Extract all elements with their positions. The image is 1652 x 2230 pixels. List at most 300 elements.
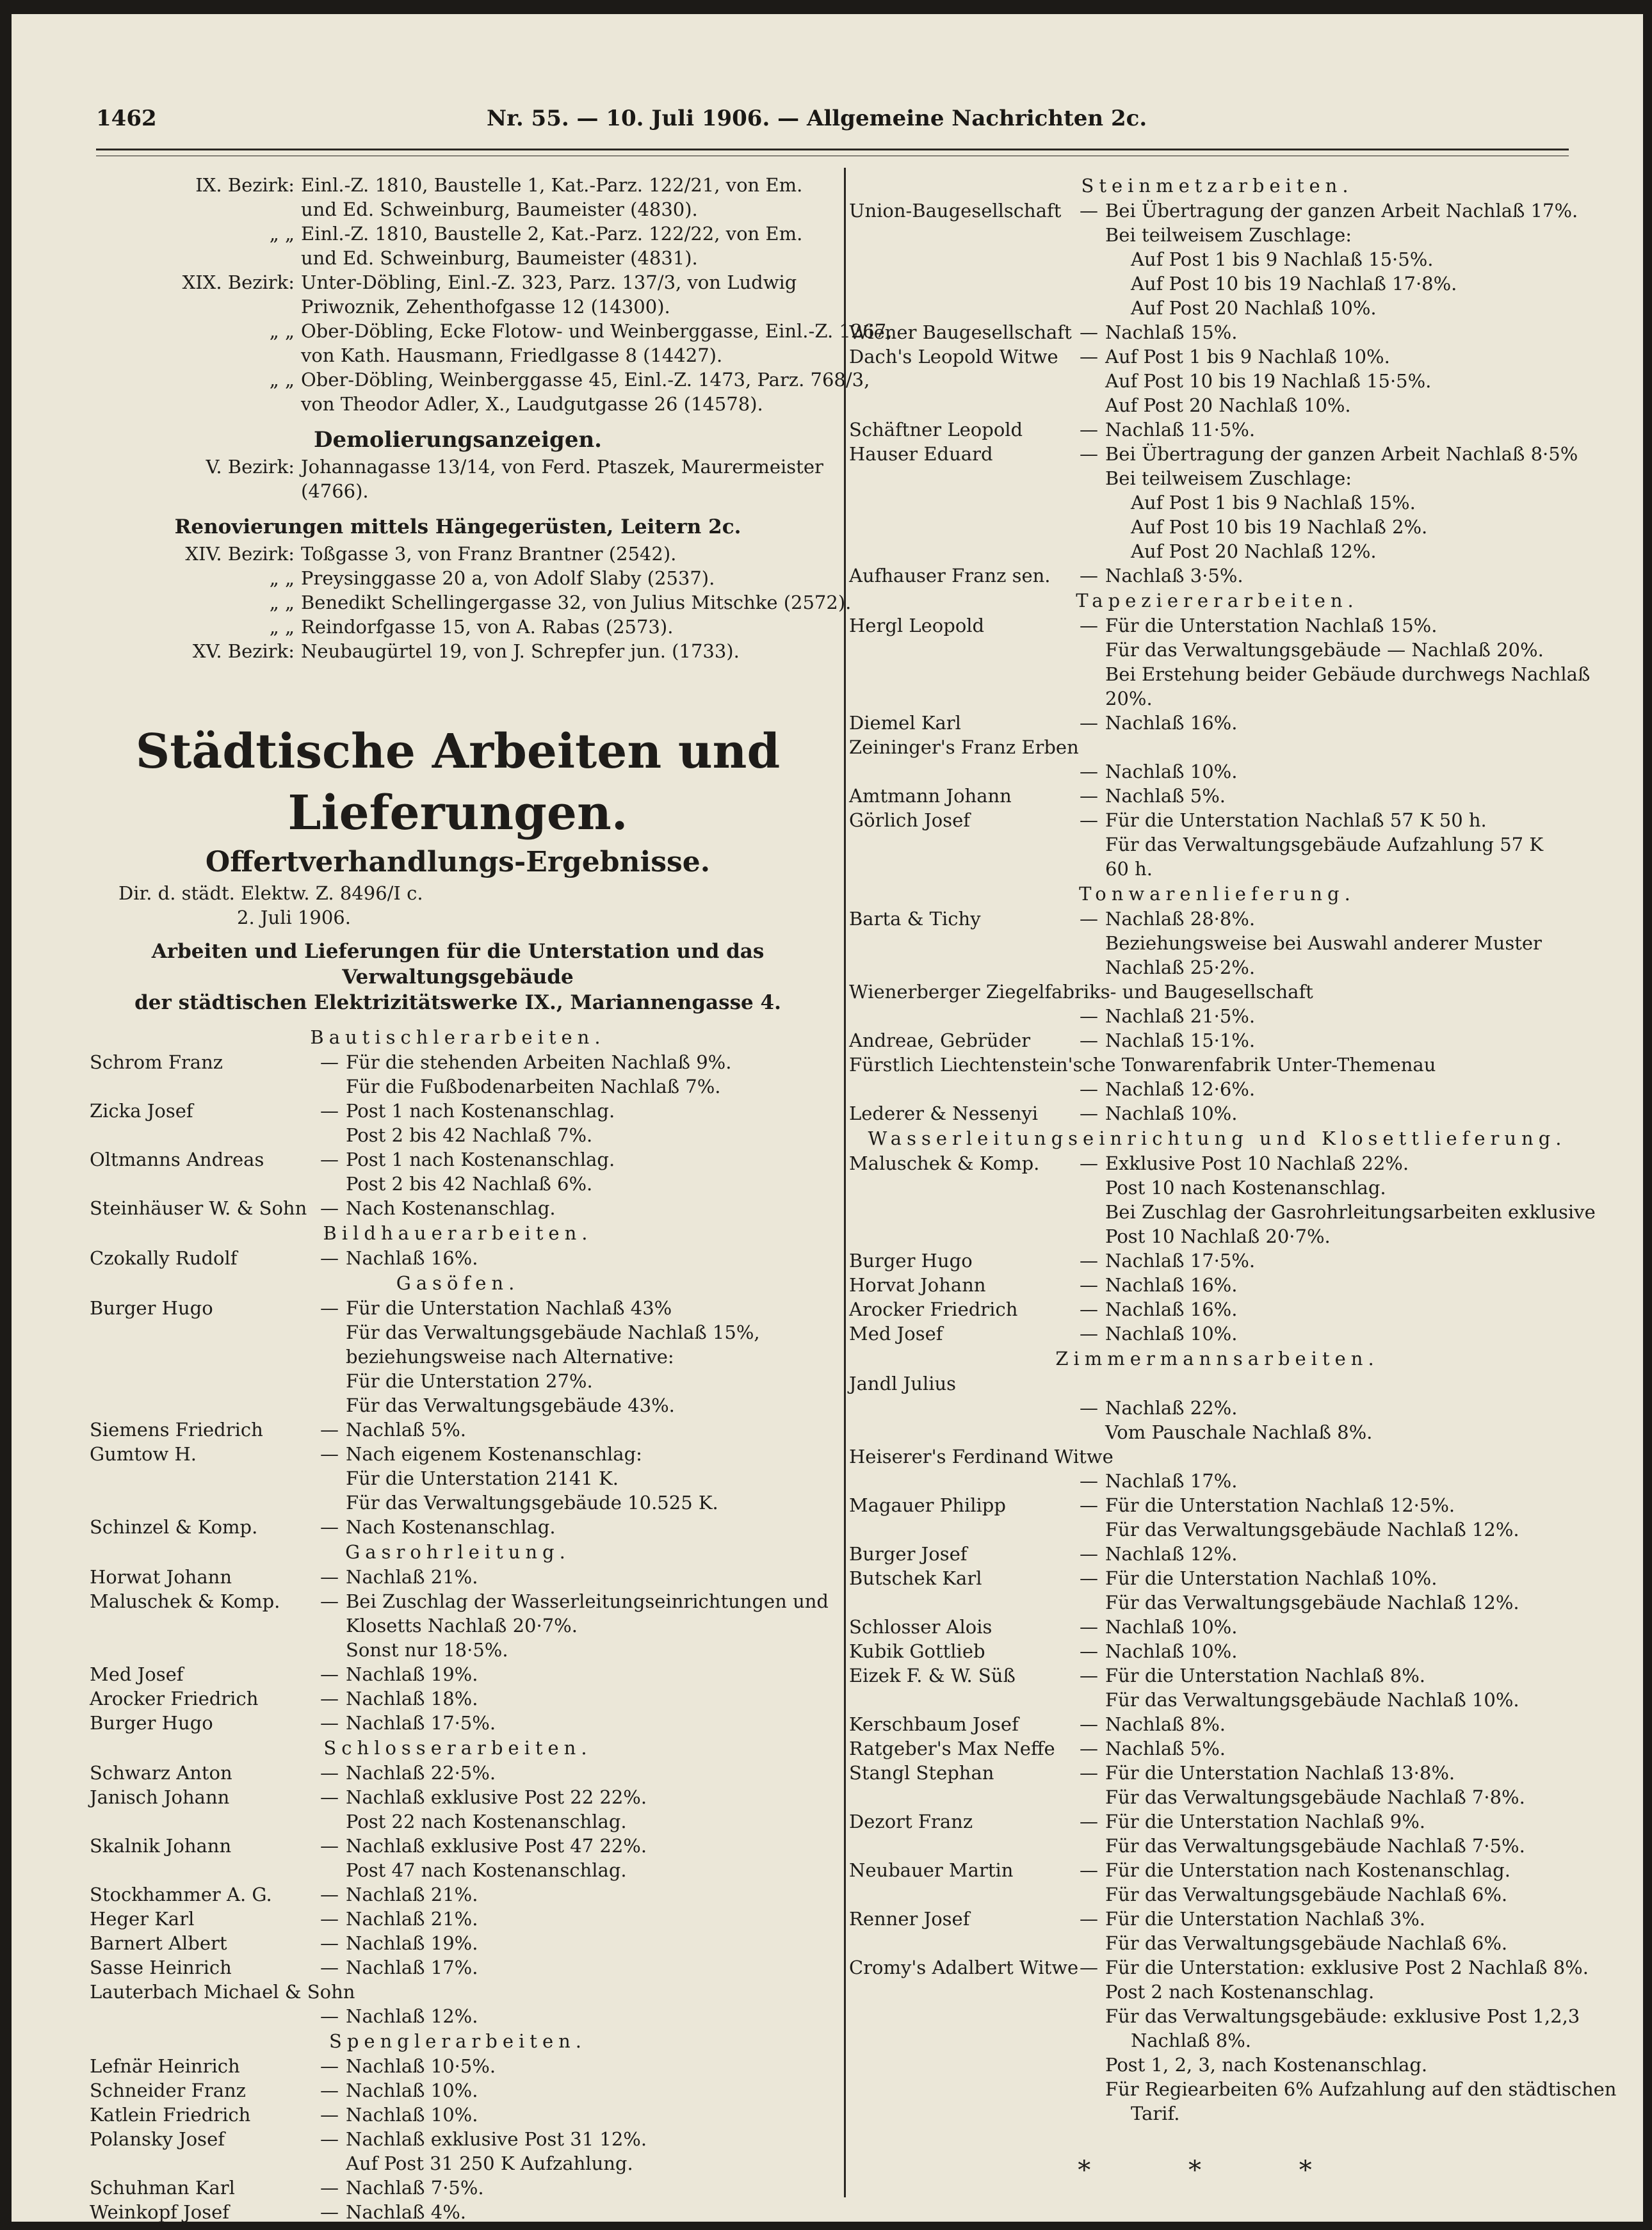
bid-result: Nachlaß 15·1%. [1105,1030,1256,1051]
bid-result: Nachlaß 5%. [1105,785,1226,807]
date-line: 2. Juli 1906. [237,907,351,928]
dash-separator: — [320,1762,339,1784]
bid-result-cont: Beziehungsweise bei Auswahl anderer Muster [1105,932,1542,954]
bid-result: Nachlaß 22·5%. [346,1762,496,1784]
dash-separator: — [1080,1859,1098,1881]
section-heading: Zimmermannsarbeiten. [1055,1348,1379,1370]
bid-result: Nachlaß 16%. [1105,712,1238,734]
bid-result: Für die stehenden Arbeiten Nachlaß 9%. [346,1051,732,1073]
offer-row [849,1955,1589,1980]
offer-row [849,344,1585,369]
bidder-name: Polansky Josef [90,2128,225,2150]
bid-result: Nachlaß 21%. [346,1908,478,1930]
sub-heading: Offertverhandlungs-Ergebnisse. [205,846,711,878]
bid-result: Post 1 nach Kostenanschlag. [346,1149,615,1170]
entry-text: von Kath. Hausmann, Friedlgasse 8 (14427). [301,344,723,366]
dash-separator: — [320,1149,339,1170]
spacer [90,930,826,939]
demolierung-entry [90,455,826,479]
spacer [90,663,826,721]
offer-row [849,1396,1585,1420]
dash-separator: — [1080,1298,1098,1320]
dash-separator: — [1080,1397,1098,1419]
bidder-name: Steinhäuser W. & Sohn [90,1197,307,1219]
bid-result-cont: Bei teilweisem Zuschlage: [1105,467,1352,489]
offer-row [849,808,1585,832]
offer-row [849,1321,1585,1346]
dash-separator: — [1080,1005,1098,1027]
offer-row [90,1589,829,1613]
section-heading: Wasserleitungseinrichtung und Klosettlieferung. [868,1127,1567,1149]
offer-row [849,784,1585,808]
bidder-name: Zicka Josef [90,1100,193,1122]
offer-row [90,1099,826,1123]
dash-separator: — [1080,200,1098,222]
bidder-name: Lefnär Heinrich [90,2055,240,2077]
bid-result-cont: Post 47 nach Kostenanschlag. [346,1859,627,1881]
bid-result: Nachlaß 12%. [346,2005,478,2027]
bezirk-label: XIV. Bezirk: [185,543,295,565]
dash-separator: — [320,1051,339,1073]
bid-result: Nachlaß 10%. [346,2080,478,2101]
offer-row [90,1418,826,1442]
demolierung-heading: Demolierungsanzeigen. [313,427,603,453]
bid-result-cont: Für das Verwaltungsgebäude Nachlaß 7·5%. [1105,1835,1525,1857]
offer-row [90,1834,826,1858]
bidder-name: Ratgeber's Max Neffe [849,1738,1055,1759]
offer-row [90,1147,826,1172]
entry-text: und Ed. Schweinburg, Baumeister (4830). [301,198,698,220]
bid-result: Nachlaß 17%. [346,1957,478,1978]
dash-separator: — [1080,1738,1098,1759]
bid-result: Nachlaß 21%. [346,1566,478,1588]
bidder-name: Horvat Johann [849,1274,986,1296]
bidder-name: Sasse Heinrich [90,1957,232,1978]
bid-result: Für die Unterstation Nachlaß 8%. [1105,1665,1425,1686]
bidder-name: Gumtow H. [90,1443,197,1465]
offer-row [849,417,1585,442]
offer-row [90,2054,826,2078]
bidder-name: Janisch Johann [90,1786,230,1808]
bidder-name: Andreae, Gebrüder [849,1030,1031,1051]
bidder-name: Arocker Friedrich [849,1298,1018,1320]
offer-row [90,1565,826,1589]
bidder-name: Schinzel & Komp. [90,1516,258,1538]
offer-row [90,2127,826,2151]
bid-result: Nachlaß 18%. [346,1688,478,1709]
left-offer-list [90,1024,829,2224]
dash-separator: — [320,2080,339,2101]
bid-result-cont: Auf Post 1 bis 9 Nachlaß 15·5%. [1131,248,1434,270]
bid-result-cont: Bei teilweisem Zuschlage: [1105,224,1352,246]
entry-text: Einl.-Z. 1810, Baustelle 1, Kat.-Parz. 122/21, von Em. [301,174,803,196]
bidder-name: Dach's Leopold Witwe [849,346,1058,368]
offer-row [90,2004,826,2028]
bid-result: Nachlaß 10%. [1105,1323,1238,1345]
spacer [90,416,826,425]
entry-text: und Ed. Schweinburg, Baumeister (4831). [301,247,698,269]
dash-separator: — [1080,565,1098,586]
dash-separator: — [320,1247,339,1269]
bid-result: Nachlaß 3·5%. [1105,565,1243,586]
dash-separator: — [320,1786,339,1808]
section-heading: Gasöfen. [396,1272,520,1294]
renovierung-heading: Renovierungen mittels Hängegerüsten, Leitern 2c. [174,515,741,538]
dash-separator: — [1080,1957,1098,1978]
dash-separator: — [320,1197,339,1219]
bid-result: Für die Unterstation Nachlaß 12·5%. [1105,1494,1455,1516]
bid-result: Nach eigenem Kostenanschlag: [346,1443,642,1465]
bid-result-cont: Tarif. [1131,2103,1180,2124]
dash-separator: — [320,1566,339,1588]
bauanzeige-entry-cont [90,246,826,270]
offer-row [849,1615,1585,1639]
dash-separator: — [320,1516,339,1538]
bauanzeige-entry [90,173,826,197]
offer-row [90,2103,826,2127]
offer-row [90,1442,826,1466]
renovierung-entry [90,590,852,615]
work-title-line-2: der städtischen Elektrizitätswerke IX., Mariannengasse 4. [134,991,781,1014]
offer-row [849,1907,1585,1931]
bid-result: Exklusive Post 10 Nachlaß 22%. [1105,1152,1409,1174]
bidder-name: Schuhman Karl [90,2177,235,2199]
offer-row [849,1077,1585,1101]
bid-result: Nachlaß 5%. [346,1419,466,1441]
bid-result-cont: 60 h. [1105,858,1153,880]
bid-result-cont: Für die Unterstation 2141 K. [346,1467,619,1489]
offer-row [849,1248,1585,1273]
offer-row [90,1686,826,1711]
dash-separator: — [320,1590,339,1612]
bid-result-cont: Post 2 bis 42 Nachlaß 6%. [346,1173,593,1195]
dash-separator: — [1080,1665,1098,1686]
bid-result-cont: Auf Post 10 bis 19 Nachlaß 2%. [1131,516,1428,538]
dash-separator: — [320,2201,339,2223]
bidder-name: Hergl Leopold [849,615,985,636]
bauanzeigen-list [90,173,893,416]
reference-number: Dir. d. städt. Elektw. Z. 8496/I c. [118,882,423,904]
section-heading: Tapeziererarbeiten. [1076,590,1359,611]
bid-result: Nachlaß 16%. [1105,1298,1238,1320]
offer-row [90,2078,826,2103]
offer-row [90,1662,826,1686]
offer-row [849,1273,1585,1297]
bidder-name: Jandl Julius [849,1373,957,1394]
bid-result: Für die Unterstation Nachlaß 13·8%. [1105,1762,1455,1784]
renovierung-entry [90,615,826,639]
bezirk-label: XIX. Bezirk: [182,271,295,293]
right-offer-list [849,173,1617,2126]
bidder-name: Med Josef [849,1323,943,1345]
entry-text: Benedikt Schellingergasse 32, von Julius Mitschke (2572). [301,592,852,613]
bauanzeige-entry-cont [90,392,826,416]
dash-separator: — [320,2055,339,2077]
dash-separator: — [1080,1274,1098,1296]
offer-row [90,1711,826,1735]
bid-result-cont: Bei Zuschlag der Gasrohrleitungsarbeiten exklusive [1105,1201,1596,1223]
bidder-name: Amtmann Johann [849,785,1012,807]
bid-result-cont: Auf Post 1 bis 9 Nachlaß 15%. [1131,492,1416,513]
bidder-name: Dezort Franz [849,1811,973,1832]
dash-separator: — [320,1100,339,1122]
bidder-name: Katlein Friedrich [90,2104,251,2126]
bidder-name: Eizek F. & W. Süß [849,1665,1016,1686]
renovierung-entry [90,639,826,663]
offer-row [849,1712,1585,1736]
offer-row [849,1542,1585,1566]
bid-result-cont: Für die Unterstation 27%. [346,1370,593,1392]
bauanzeige-entry [90,270,826,295]
offer-row [90,2176,826,2200]
bid-result: Für die Unterstation Nachlaß 10%. [1105,1567,1437,1589]
offer-row [849,1566,1585,1590]
bid-result: Auf Post 1 bis 9 Nachlaß 10%. [1105,346,1390,368]
dash-separator: — [1080,1811,1098,1832]
bid-result: Nachlaß 28·8%. [1105,908,1256,930]
offer-row [90,1761,826,1785]
dash-separator: — [320,2005,339,2027]
dash-separator: — [320,1297,339,1319]
bid-result: Nachlaß 16%. [1105,1274,1238,1296]
bid-result: Nachlaß 10%. [1105,1616,1238,1638]
bezirk-label: XV. Bezirk: [192,640,295,662]
bidder-name: Stangl Stephan [849,1762,994,1784]
column-divider [844,168,846,2197]
dash-separator: — [1080,761,1098,782]
entry-text: Ober-Döbling, Weinberggasse 45, Einl.-Z. 1473, Parz. 768/3, [301,369,870,391]
entry-text: Priwoznik, Zehenthofgasse 12 (14300). [301,296,670,318]
bid-result: Nachlaß 10%. [346,2104,478,2126]
offer-row [849,563,1585,588]
work-title-line-1: Arbeiten und Lieferungen für die Unterstation und das Verwaltungsgebäude [151,940,765,989]
spacer-name [849,759,1080,784]
page-header [96,96,1556,141]
bid-result: Nachlaß 21%. [346,1884,478,1905]
dash-separator: — [1080,615,1098,636]
entry-text: Einl.-Z. 1810, Baustelle 2, Kat.-Parz. 122/22, von Em. [301,223,803,245]
page-number: 1462 [96,106,157,131]
offer-row [849,442,1585,466]
offer-row [849,1469,1585,1493]
dash-separator: — [1080,1567,1098,1589]
bauanzeige-entry-cont [90,197,826,222]
bezirk-label: V. Bezirk: [206,456,295,478]
bid-result: Nachlaß 17·5%. [1105,1250,1256,1272]
dash-separator: — [1080,1250,1098,1272]
offer-row [849,1809,1585,1834]
section-heading: Gasrohrleitung. [345,1541,571,1563]
bid-result-cont: Auf Post 31 250 K Aufzahlung. [346,2153,633,2174]
dash-separator: — [1080,1152,1098,1174]
bezirk-label: „ „ [269,567,295,589]
bidder-name: Görlich Josef [849,809,971,831]
dash-separator: — [1080,1713,1098,1735]
bid-result: Nach Kostenanschlag. [346,1197,556,1219]
bezirk-label: IX. Bezirk: [195,174,295,196]
bid-result-cont: Für das Verwaltungsgebäude Aufzahlung 57 K [1105,834,1543,855]
dash-separator: — [320,1663,339,1685]
bid-result: Für die Unterstation Nachlaß 43% [346,1297,672,1319]
bidder-name: Neubauer Martin [849,1859,1014,1881]
bidder-name: Magauer Philipp [849,1494,1006,1516]
dash-separator: — [320,2177,339,2199]
bid-result-cont: Für das Verwaltungsgebäude Nachlaß 6%. [1105,1932,1508,1954]
dash-separator: — [1080,1908,1098,1930]
spacer [90,1015,826,1024]
bauanzeige-entry [90,222,826,246]
offer-row [849,1663,1585,1688]
entry-text: Reindorfgasse 15, von A. Rabas (2573). [301,616,674,638]
bidder-name: Schwarz Anton [90,1762,232,1784]
bid-result: Nachlaß 5%. [1105,1738,1226,1759]
bid-result: Nachlaß 19%. [346,1932,478,1954]
bidder-name: Aufhauser Franz sen. [849,565,1051,586]
bid-result-cont: Klosetts Nachlaß 20·7%. [346,1615,578,1636]
left-column [90,173,893,2224]
bid-result-cont: Auf Post 20 Nachlaß 10%. [1131,297,1377,319]
bidder-name: Schneider Franz [90,2080,246,2101]
spacer-name [849,1396,1080,1420]
main-heading: Städtische Arbeiten und Lieferungen. [135,724,781,841]
dash-separator: — [1080,1616,1098,1638]
bid-result-cont: Für Regiearbeiten 6% Aufzahlung auf den städtischen [1105,2078,1617,2100]
offer-row [90,1931,826,1955]
bid-result-cont: Nachlaß 8%. [1131,2030,1251,2051]
dash-separator: — [1080,1103,1098,1124]
bidder-name: Renner Josef [849,1908,970,1930]
bid-result: Post 1 nach Kostenanschlag. [346,1100,615,1122]
bid-result: Nachlaß 10%. [1105,1103,1238,1124]
bid-result-cont: Für das Verwaltungsgebäude: exklusive Post 1,2,3 [1105,2005,1580,2027]
bidder-name: Kerschbaum Josef [849,1713,1019,1735]
offer-row [849,1297,1585,1321]
offer-row [849,1151,1585,1176]
bezirk-label: „ „ [269,320,295,342]
bid-result-cont: Auf Post 20 Nachlaß 12%. [1131,540,1377,562]
bid-result-cont: Nachlaß 25·2%. [1105,957,1256,978]
bid-result-cont: beziehungsweise nach Alternative: [346,1346,674,1368]
demolierung-entry-cont [90,479,826,503]
bidder-name: Czokally Rudolf [90,1247,238,1269]
bezirk-label: „ „ [269,592,295,613]
dash-separator: — [1080,1030,1098,1051]
offer-row [90,1515,826,1539]
bid-result-cont: Post 2 nach Kostenanschlag. [1105,1981,1375,2003]
offer-row [90,1246,826,1270]
bid-result-cont: Für das Verwaltungsgebäude Nachlaß 12%. [1105,1592,1519,1613]
dash-separator: — [1080,1543,1098,1565]
bid-result: Nachlaß 19%. [346,1663,478,1685]
bid-result: Für die Unterstation Nachlaß 57 K 50 h. [1105,809,1487,831]
bid-result: Für die Unterstation Nachlaß 15%. [1105,615,1437,636]
bidder-name: Skalnik Johann [90,1835,232,1857]
bid-result: Nachlaß 22%. [1105,1397,1238,1419]
dash-separator: — [1080,1762,1098,1784]
dash-separator: — [320,1688,339,1709]
offer-row [849,1761,1585,1785]
offer-row [849,1639,1585,1663]
section-heading: Tonwarenlieferung. [1079,883,1356,905]
entry-text: Ober-Döbling, Ecke Flotow- und Weinberggasse, Einl.-Z. 1267, [301,320,893,342]
offer-row [90,2200,826,2224]
entry-text: von Theodor Adler, X., Laudgutgasse 26 (14578). [301,393,763,415]
dash-separator: — [1080,1494,1098,1516]
entry-text: Neubaugürtel 19, von J. Schrepfer jun. (1733). [301,640,740,662]
offer-row [849,907,1585,931]
bid-result: Für die Unterstation Nachlaß 3%. [1105,1908,1425,1930]
dash-separator: — [1080,443,1098,465]
bidder-name: Oltmanns Andreas [90,1149,264,1170]
bid-result-cont: Für das Verwaltungsgebäude Nachlaß 10%. [1105,1689,1519,1711]
bid-result-cont: Für das Verwaltungsgebäude — Nachlaß 20%. [1105,639,1544,661]
spacer-name [90,2004,320,2028]
bid-result: Nachlaß exklusive Post 22 22%. [346,1786,647,1808]
bid-result-cont: Auf Post 10 bis 19 Nachlaß 15·5%. [1105,370,1432,392]
dash-separator: — [1080,1470,1098,1492]
offer-row [90,1907,826,1931]
bid-result-cont: Für das Verwaltungsgebäude Nachlaß 7·8%. [1105,1786,1525,1808]
dash-separator: — [1080,1640,1098,1662]
bidder-name: Union-Baugesellschaft [849,200,1062,222]
bid-result-cont: 20%. [1105,688,1153,709]
section-heading: Schlosserarbeiten. [323,1737,592,1759]
entry-text: Johannagasse 13/14, von Ferd. Ptaszek, Maurermeister [301,456,823,478]
bid-result: Nachlaß 12·6%. [1105,1078,1256,1100]
bid-result: Nachlaß 17%. [1105,1470,1238,1492]
offer-row [849,1004,1585,1028]
spacer-name [849,1469,1080,1493]
bidder-name: Med Josef [90,1663,184,1685]
dash-separator: — [320,1884,339,1905]
dash-separator: — [320,1443,339,1465]
bid-result-cont: Post 22 nach Kostenanschlag. [346,1811,627,1832]
bauanzeige-entry [90,368,870,392]
bezirk-label: „ „ [269,223,295,245]
offer-row [849,1028,1585,1053]
bid-result: Nachlaß 17·5%. [346,1712,496,1734]
bidder-name: Arocker Friedrich [90,1688,259,1709]
bid-result: Nachlaß 12%. [1105,1543,1238,1565]
bezirk-label: „ „ [269,616,295,638]
bezirk-label: „ „ [269,369,295,391]
section-heading: Spenglerarbeiten. [329,2030,587,2052]
bid-result: Für die Unterstation nach Kostenanschlag. [1105,1859,1510,1881]
right-column [849,173,1617,2190]
bauanzeige-entry [90,319,893,343]
bid-result-cont: Post 2 bis 42 Nachlaß 7%. [346,1124,593,1146]
bidder-name: Burger Hugo [90,1297,213,1319]
dash-separator: — [1080,321,1098,343]
offer-row [849,1493,1585,1517]
offer-row [90,1882,826,1907]
bidder-name: Barta & Tichy [849,908,981,930]
bidder-name: Burger Hugo [90,1712,213,1734]
entry-text: (4766). [301,480,369,502]
bidder-name: Stockhammer A. G. [90,1884,272,1905]
bidder-name: Wiener Baugesellschaft [849,321,1072,343]
offer-row [90,1050,826,1074]
bidder-name: Lauterbach Michael & Sohn [90,1981,355,2003]
bid-result: Bei Übertragung der ganzen Arbeit Nachlaß 8·5% [1105,443,1578,465]
renovierung-entry [90,566,826,590]
spacer-name [849,1004,1080,1028]
bidder-name: Zeininger's Franz Erben [849,736,1079,758]
offer-row [90,1196,826,1220]
bid-result: Nachlaß 16%. [346,1247,478,1269]
dash-separator: — [1080,908,1098,930]
bauanzeige-entry-cont [90,343,826,368]
